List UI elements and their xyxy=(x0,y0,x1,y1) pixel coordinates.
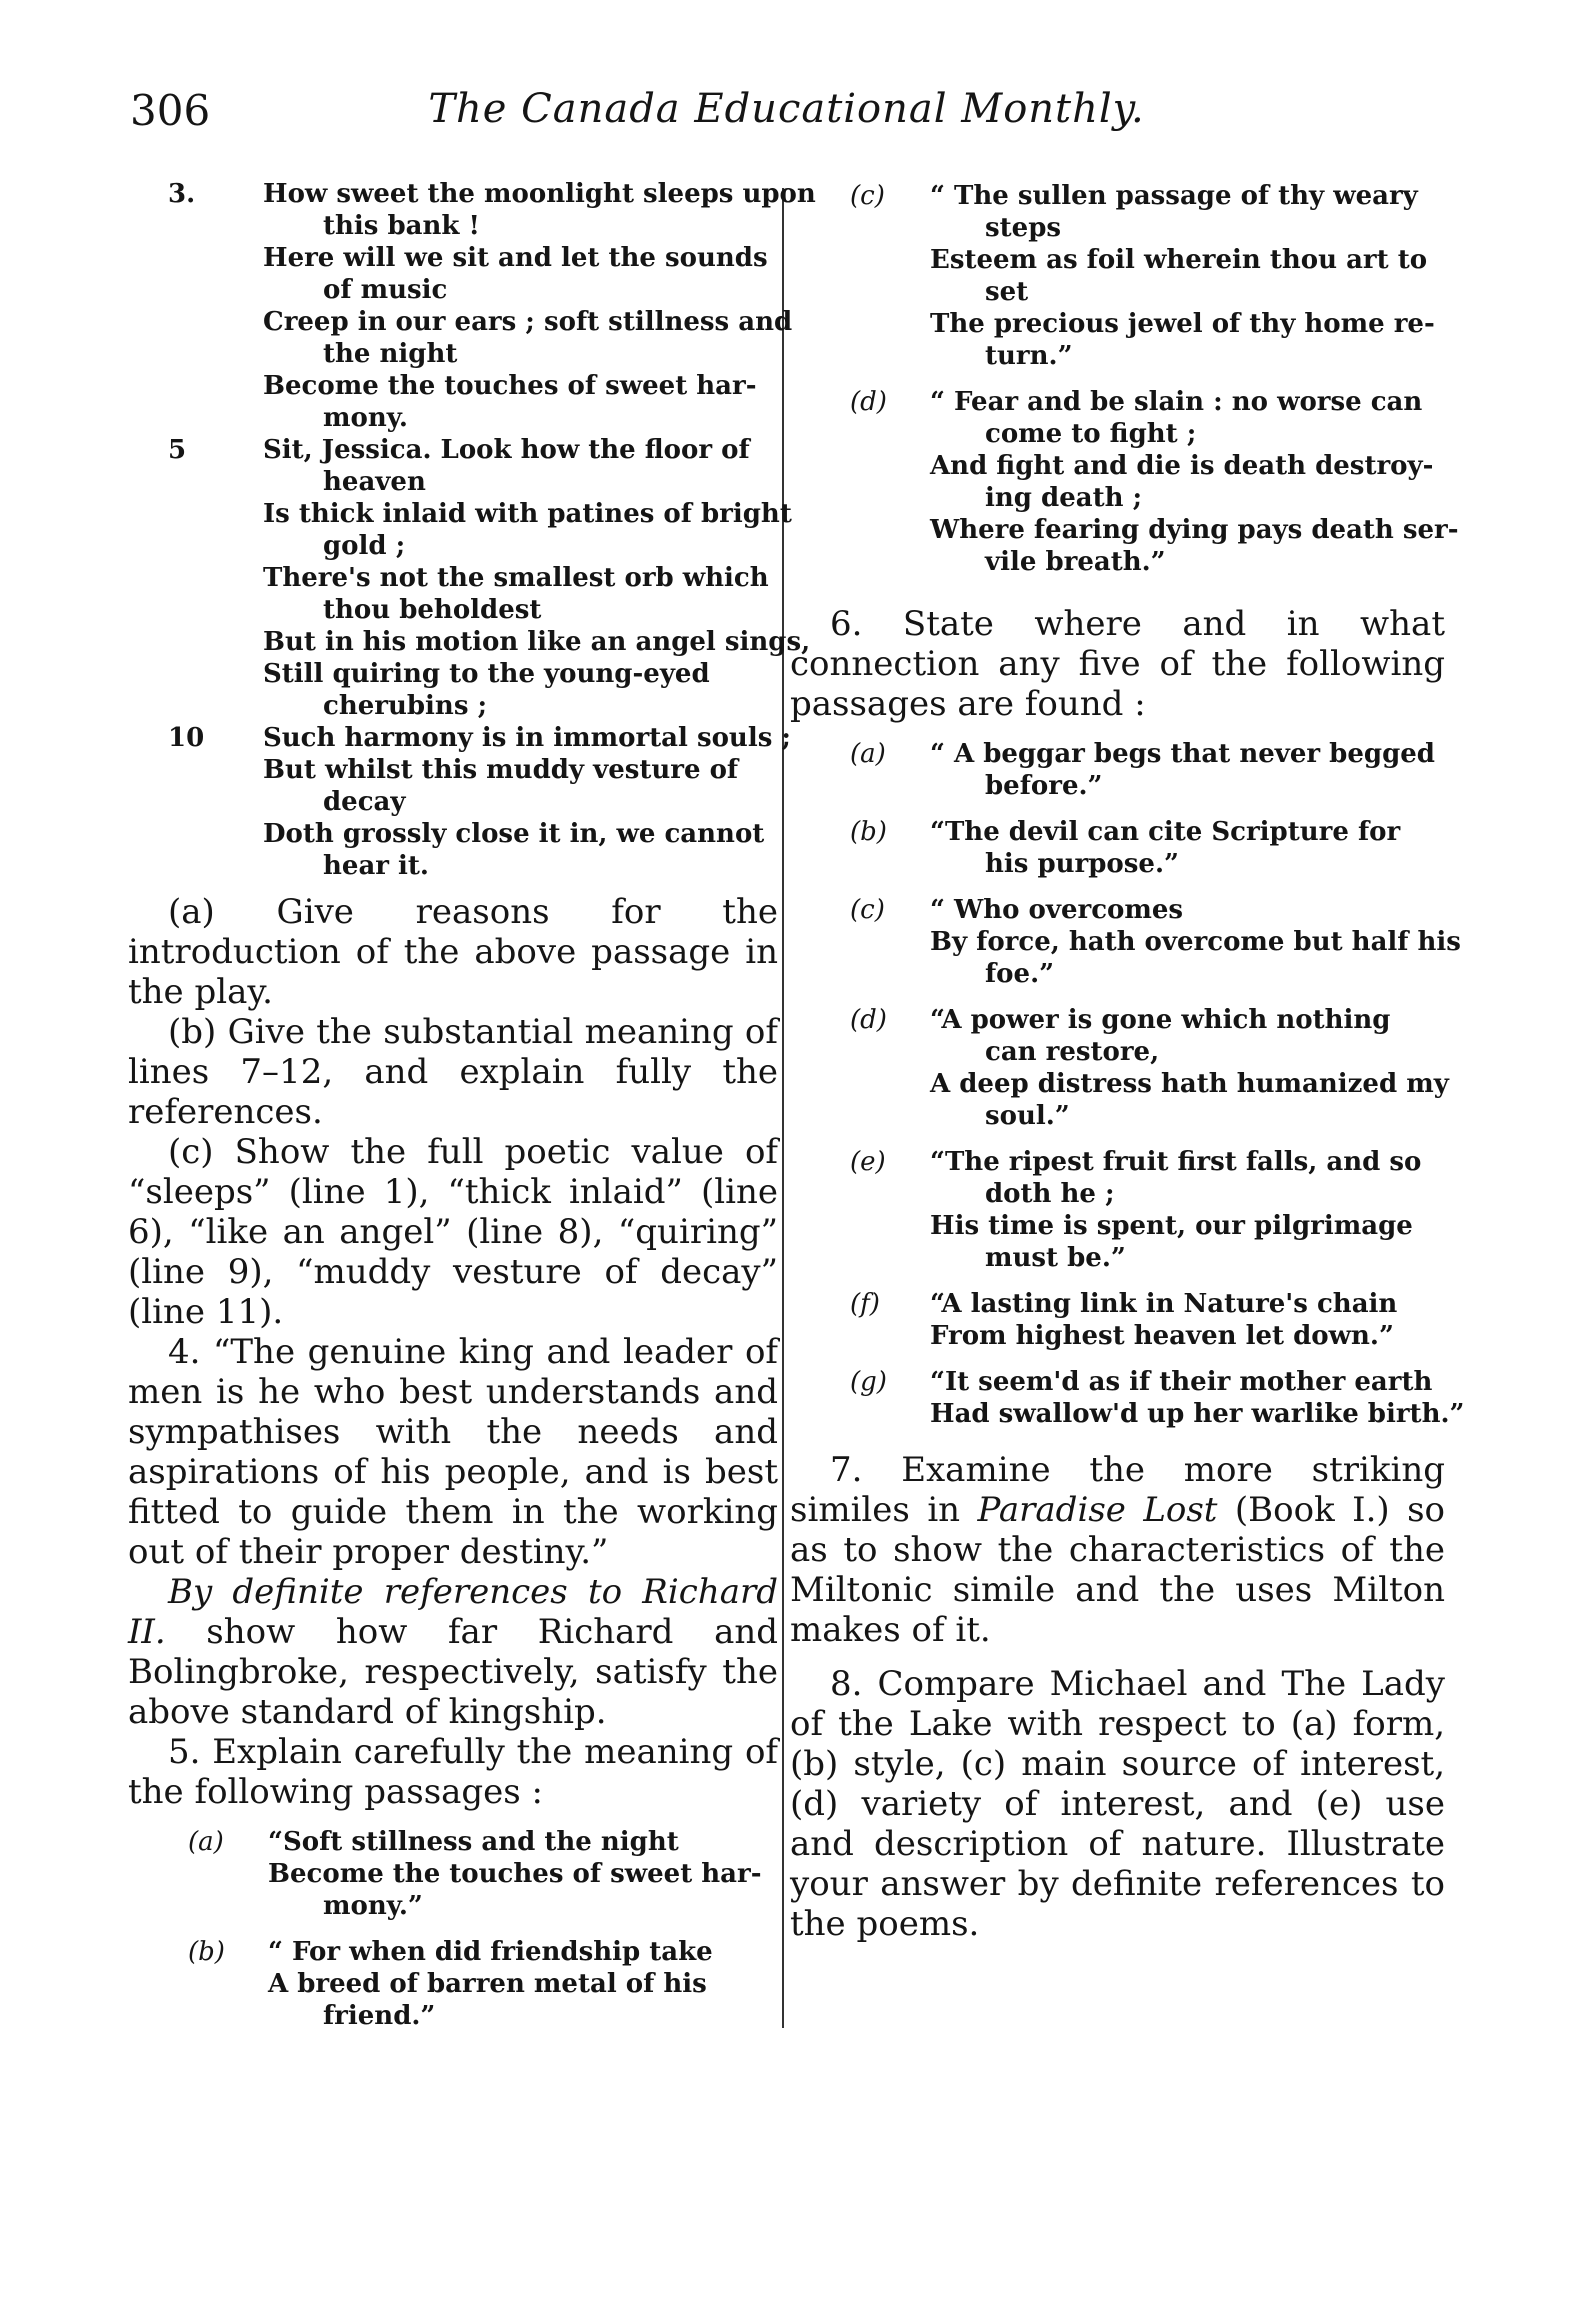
poem-line xyxy=(128,754,778,786)
poem-line xyxy=(128,722,791,754)
question-4: 4. “The genuine king and leader of men is he who best understands and sympathises with the needs and aspirations of his people, and is best fitted to guide them in the working out of their proper destiny.” xyxy=(128,1332,778,1572)
poem-line-text: cherubins ; xyxy=(323,691,488,721)
passage-item xyxy=(790,1004,1449,1132)
poem-line xyxy=(128,498,792,530)
question-3c: (c) Show the full poetic value of “sleeps” (line 1), “thick inlaid” (line 6), “like an angel” (line 8), “quiring” (line 9), “muddy vesture of decay” (line 11). xyxy=(128,1132,778,1332)
poem-line-text: Creep in our ears ; soft stillness and xyxy=(263,307,793,337)
line-number: 5 xyxy=(168,435,187,465)
poem-line-text: Is thick inlaid with patines of bright xyxy=(263,499,792,529)
question-7 xyxy=(790,1450,1445,1650)
passage-item xyxy=(790,180,1445,372)
passage-line: set xyxy=(985,277,1029,307)
poem-line xyxy=(128,594,778,626)
passage-line: “The devil can cite Scripture for xyxy=(930,817,1401,847)
passage-line: must be.” xyxy=(985,1243,1126,1273)
column-divider xyxy=(782,188,784,2028)
passage-label: (d) xyxy=(850,1005,887,1035)
passage-label: (a) xyxy=(188,1827,224,1857)
question-6-passages xyxy=(790,738,1465,1430)
passage-line: “ For when did friendship take xyxy=(268,1937,713,1967)
poem-line xyxy=(128,850,778,882)
question-5-passages xyxy=(128,1826,778,2032)
passage-line: Become the touches of sweet har- xyxy=(268,1859,762,1889)
passage-line: soul.” xyxy=(985,1101,1070,1131)
q7-prefix: 7. Examine the more striking similes in xyxy=(790,1450,1445,1530)
passage-line: A breed of barren metal of his xyxy=(268,1969,707,1999)
poem-number: 3. xyxy=(168,179,196,209)
question-5: 5. Explain carefully the meaning of the following passages : xyxy=(128,1732,778,1812)
question-8: 8. Compare Michael and The Lady of the Lake with respect to (a) form, (b) style, (c) main source of interest, (d) variety of interest, and (e) use and description of nature. Illustrate your answer by definite references to the poems. xyxy=(790,1664,1445,1944)
poem-line-text: There's not the smallest orb which xyxy=(263,563,769,593)
passage-item xyxy=(790,738,1445,802)
poem-line-text: But whilst this muddy vesture of xyxy=(263,755,739,785)
running-title: The Canada Educational Monthly. xyxy=(428,86,1145,132)
poem-line-text: mony. xyxy=(323,403,408,433)
poem-line-text: Such harmony is in immortal souls ; xyxy=(263,723,791,753)
poem-block xyxy=(128,178,816,882)
q4-prefix: By definite references to xyxy=(168,1572,643,1612)
passage-item xyxy=(128,1826,778,1922)
passage-label: (f) xyxy=(850,1289,880,1319)
q4-play-title: Richard II. xyxy=(128,1572,778,1652)
poem-line xyxy=(128,626,811,658)
poem-line xyxy=(128,818,778,850)
passage-line: “ The sullen passage of thy weary xyxy=(930,181,1418,211)
passage-item xyxy=(128,1936,778,2032)
passage-line: “A power is gone which nothing xyxy=(930,1005,1391,1035)
poem-line xyxy=(128,402,778,434)
passage-label: (d) xyxy=(850,387,887,417)
poem-line-text: But in his motion like an angel sings, xyxy=(263,627,811,657)
poem-line-text: this bank ! xyxy=(323,211,480,241)
passage-line: “ Who overcomes xyxy=(930,895,1184,925)
passage-line: By force, hath overcome but half his xyxy=(930,927,1461,957)
passage-label: (c) xyxy=(850,181,885,211)
passage-line: turn.” xyxy=(985,341,1073,371)
passage-line: “ A beggar begs that never begged xyxy=(930,739,1435,769)
question-6: 6. State where and in what connection any five of the following passages are found : xyxy=(790,604,1445,724)
poem-line xyxy=(128,786,778,818)
poem-line-text: heaven xyxy=(323,467,426,497)
passage-item xyxy=(790,1146,1445,1274)
question-3a: (a) Give reasons for the introduction of the above passage in the play. xyxy=(128,892,778,1012)
poem-line xyxy=(128,466,778,498)
poem-line-text: of music xyxy=(323,275,448,305)
poem-line xyxy=(128,274,778,306)
passage-label: (b) xyxy=(850,817,887,847)
poem-line xyxy=(128,178,816,210)
poem-line xyxy=(128,658,778,690)
passage-line: ing death ; xyxy=(985,483,1143,513)
page-number: 306 xyxy=(130,86,211,135)
left-column xyxy=(128,178,816,2032)
poem-line-text: Here will we sit and let the sounds xyxy=(263,243,768,273)
passage-line: And fight and die is death destroy- xyxy=(930,451,1434,481)
question-3b: (b) Give the substantial meaning of lines 7–12, and explain fully the references. xyxy=(128,1012,778,1132)
poem-line-text: Sit, Jessica. Look how the floor of xyxy=(263,435,750,465)
passage-item xyxy=(790,1366,1465,1430)
passage-line: “Soft stillness and the night xyxy=(268,1827,679,1857)
passage-line: friend.” xyxy=(323,2001,436,2031)
passage-line: before.” xyxy=(985,771,1103,801)
poem-line-text: gold ; xyxy=(323,531,406,561)
passage-item xyxy=(790,386,1459,578)
passage-line: his purpose.” xyxy=(985,849,1179,879)
poem-line xyxy=(128,690,778,722)
poem-line xyxy=(128,370,778,402)
passage-line: can restore, xyxy=(985,1037,1160,1067)
poem-line xyxy=(128,242,778,274)
poem-line xyxy=(128,562,778,594)
line-number: 10 xyxy=(168,723,205,753)
question-5-passages-continued xyxy=(790,180,1459,578)
q4-suffix: show how far Richard and Bolingbroke, respectively, satisfy the above standard of kingship. xyxy=(128,1612,778,1732)
passage-line: From highest heaven let down.” xyxy=(930,1321,1394,1351)
poem-line-text: the night xyxy=(323,339,458,369)
passage-line: “It seem'd as if their mother earth xyxy=(930,1367,1433,1397)
poem-line xyxy=(128,338,778,370)
passage-line: Had swallow'd up her warlike birth.” xyxy=(930,1399,1465,1429)
poem-line xyxy=(128,530,778,562)
passage-line: “The ripest fruit first falls, and so xyxy=(930,1147,1422,1177)
passage-label: (c) xyxy=(850,895,885,925)
passage-label: (b) xyxy=(188,1937,225,1967)
poem-line-text: hear it. xyxy=(323,851,429,881)
passage-line: “A lasting link in Nature's chain xyxy=(930,1289,1398,1319)
passage-line: Where fearing dying pays death ser- xyxy=(930,515,1459,545)
passage-label: (g) xyxy=(850,1367,887,1397)
q7-suffix: (Book I.) so as to show the characteristics of the Miltonic simile and the uses Milton makes of it. xyxy=(790,1490,1445,1650)
passage-item xyxy=(790,816,1445,880)
passage-line: come to fight ; xyxy=(985,419,1197,449)
passage-line: steps xyxy=(985,213,1062,243)
poem-line-text: decay xyxy=(323,787,406,817)
passage-item xyxy=(790,894,1461,990)
passage-line: Esteem as foil wherein thou art to xyxy=(930,245,1428,275)
q7-poem-title: Paradise Lost xyxy=(977,1490,1218,1530)
passage-line: foe.” xyxy=(985,959,1055,989)
passage-line: vile breath.” xyxy=(985,547,1166,577)
passage-item xyxy=(790,1288,1445,1352)
question-4-task xyxy=(128,1572,778,1732)
passage-label: (e) xyxy=(850,1147,886,1177)
passage-line: “ Fear and be slain : no worse can xyxy=(930,387,1423,417)
poem-line-text: How sweet the moonlight sleeps upon xyxy=(263,179,816,209)
poem-line-text: thou beholdest xyxy=(323,595,542,625)
poem-line-text: Become the touches of sweet har- xyxy=(263,371,757,401)
passage-line: The precious jewel of thy home re- xyxy=(930,309,1435,339)
right-column xyxy=(790,178,1465,1944)
passage-line: mony.” xyxy=(323,1891,423,1921)
poem-line-text: Doth grossly close it in, we cannot xyxy=(263,819,765,849)
poem-line-text: Still quiring to the young-eyed xyxy=(263,659,710,689)
passage-line: His time is spent, our pilgrimage xyxy=(930,1211,1413,1241)
passage-line: A deep distress hath humanized my xyxy=(930,1069,1449,1099)
passage-line: doth he ; xyxy=(985,1179,1115,1209)
poem-line xyxy=(128,434,778,466)
poem-line xyxy=(128,210,778,242)
poem-line xyxy=(128,306,793,338)
passage-label: (a) xyxy=(850,739,886,769)
